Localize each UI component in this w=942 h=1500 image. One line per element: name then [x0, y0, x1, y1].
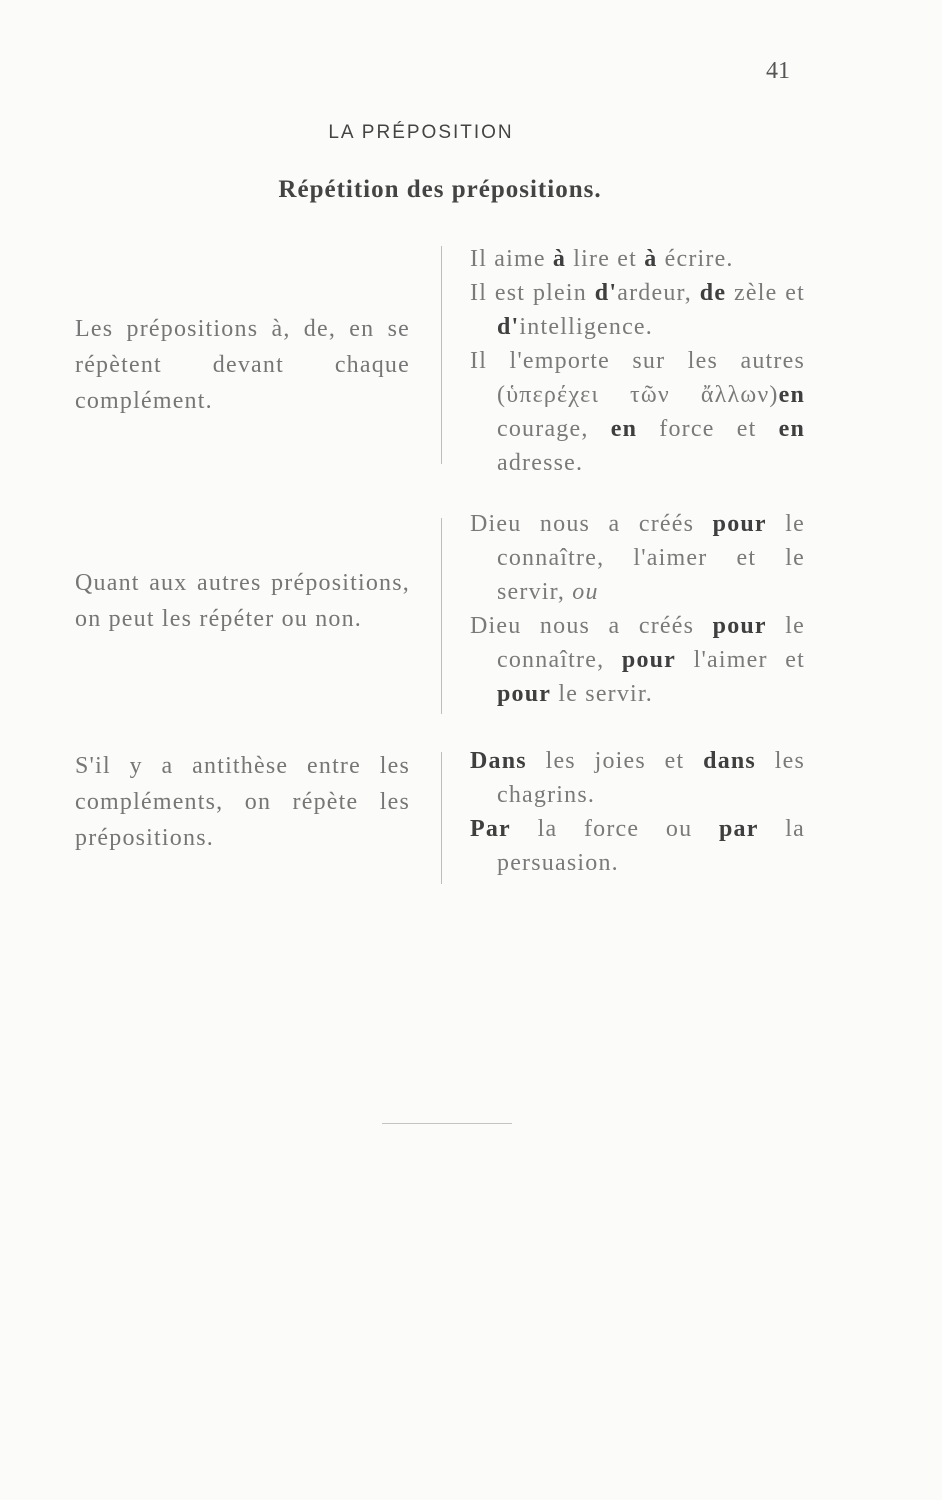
emphasized-preposition: pour: [712, 613, 767, 639]
example-text: les joies et: [526, 748, 704, 774]
example-text: lire et: [566, 246, 645, 272]
example-text: les chagrins.: [497, 748, 805, 808]
example-text: écrire.: [657, 246, 734, 272]
examples-block-1: [470, 242, 805, 480]
emphasized-preposition: dans: [703, 748, 756, 774]
example-text: la persuasion.: [497, 816, 805, 876]
rule-text-3: S'il y a antithèse entre les compléments, on répète les prépositions.: [75, 753, 410, 851]
example-text: Dieu nous a créés: [470, 511, 713, 537]
example-text: adresse.: [497, 450, 584, 476]
example-line: [470, 609, 805, 711]
emphasized-preposition: en: [778, 416, 806, 442]
emphasized-preposition: Par: [470, 816, 511, 842]
page-number: 41: [766, 58, 790, 84]
emphasized-preposition: par: [719, 816, 759, 842]
rule-text-2: Quant aux autres prépositions, on peut les répéter ou non.: [75, 570, 410, 632]
rule-text-1: Les prépositions à, de, en se répètent devant chaque complément.: [75, 316, 410, 414]
example-text: force et: [637, 416, 779, 442]
example-text: l'aimer et: [676, 647, 805, 673]
example-line: [470, 242, 805, 276]
example-text: le servir.: [551, 681, 653, 707]
emphasized-preposition: en: [610, 416, 638, 442]
running-head: LA PRÉPOSITION: [328, 122, 514, 143]
emphasized-preposition: pour: [621, 647, 677, 673]
example-line: [470, 507, 805, 609]
column-divider-2: [441, 518, 442, 714]
example-line: [470, 276, 805, 344]
example-text: Dieu nous a créés: [470, 613, 713, 639]
emphasized-preposition: à: [552, 246, 567, 272]
emphasized-preposition: d': [497, 314, 520, 340]
section-title: Répétition des prépositions.: [278, 176, 602, 203]
emphasized-preposition: en: [778, 382, 805, 408]
column-divider-1: [441, 246, 442, 464]
end-rule: [382, 1123, 512, 1124]
emphasized-preposition: pour: [497, 681, 552, 707]
examples-block-3: [470, 744, 805, 880]
example-text: courage,: [497, 416, 611, 442]
example-text: ardeur,: [617, 280, 700, 306]
emphasized-preposition: pour: [712, 511, 767, 537]
emphasized-preposition: à: [644, 246, 658, 272]
example-text: le connaître, l'aimer et le servir,: [497, 511, 805, 605]
example-text: le connaître,: [497, 613, 805, 673]
column-divider-3: [441, 752, 442, 884]
example-text: Il est plein: [470, 280, 595, 306]
example-text: la force ou: [510, 816, 719, 842]
emphasized-preposition: d': [594, 280, 618, 306]
italic-word: ou: [572, 579, 599, 605]
example-text: intelligence.: [519, 314, 653, 340]
examples-block-2: [470, 507, 805, 711]
example-line: [470, 744, 805, 812]
emphasized-preposition: Dans: [470, 748, 527, 774]
example-line: [470, 812, 805, 880]
example-text: Il l'emporte sur les autres (ὑπερέχει τῶν ἄλλων): [470, 348, 805, 408]
example-text: zèle et: [726, 280, 805, 306]
emphasized-preposition: de: [699, 280, 727, 306]
example-text: Il aime: [470, 246, 553, 272]
example-line: [470, 344, 805, 480]
